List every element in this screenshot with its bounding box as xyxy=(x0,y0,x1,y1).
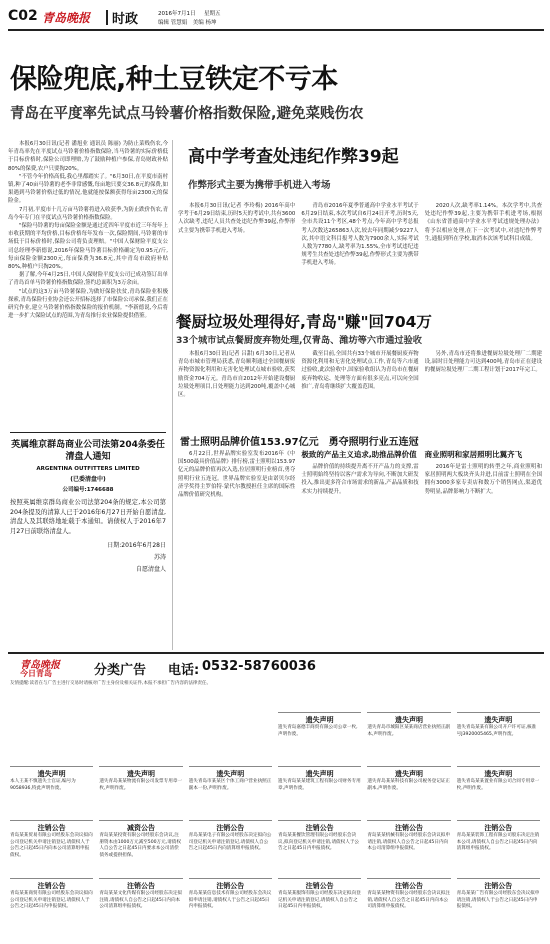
issue-weekday: 星期五 xyxy=(204,11,221,17)
classified-ad-text: 青岛某某文化传媒有限公司经股东决定拟注销,请债权人自公告之日起45日内向本公司清算组申报债权。 xyxy=(99,891,183,910)
classified-ad xyxy=(99,878,182,936)
classified-ad-title: 注销公告 xyxy=(484,882,513,890)
classified-grid xyxy=(8,712,544,940)
issue-date: 2016年7月1日 xyxy=(158,11,196,17)
section-name: 时政 xyxy=(112,12,139,27)
classified-ad-text: 遗失青岛某某置业有限公司合同专用章一枚,声明作废。 xyxy=(456,779,540,791)
liquidation-notice xyxy=(10,432,166,650)
classified-ad-title: 遗失声明 xyxy=(394,770,423,778)
exam-paragraph: 青岛市2016年夏季普通高中学业水平考试于6月29日结束,本次考试自6月24日开考,历时5天,全市共设11个考区,48个考点,今年高中学考总报考人次数达265863人次,较去年同期减少9227人次,其中语文科目报考人数为7900余人,实际考试人数为7780人,缺考率为1.55%,全市考试违纪违规考生共查处违纪作弊39起,作弊形式主要为携带手机进入考场。 xyxy=(301,203,419,267)
classified-ad-title: 注销公告 xyxy=(394,824,423,832)
classified-ad-title: 遗失声明 xyxy=(484,770,513,778)
classified-ad-text: 青岛某某信息技术有限公司经股东会决议拟申请注销,请债权人于公告之日起45日内申报债权。 xyxy=(188,891,272,910)
classified-ad-text: 青岛某某装饰工程有限公司股东决定注销本公司,请债权人自公告之日起45日内向清算组申报债权。 xyxy=(456,833,540,852)
kitchen-paragraph: 截至目前,全国共有33个城市开展餐厨废弃物资源化利用和无害化处理试点工作,青岛等六市通过验收,此次验收中,国家验收组认为青岛市在餐厨废弃物收运、处理等方面有很多亮点,可以向全国推广,青岛将继续扩大覆盖范围。 xyxy=(301,351,419,390)
lighting-body xyxy=(178,450,542,648)
classified-ad xyxy=(278,712,361,762)
classified-phone: 0532-58760036 xyxy=(202,659,316,674)
classified-ad-title: 遗失声明 xyxy=(126,770,155,778)
classified-ad-title: 注销公告 xyxy=(126,882,155,890)
classified-rule xyxy=(8,652,544,654)
exam-headline: 高中学考查处违纪作弊39起 xyxy=(188,147,399,167)
classified-ad xyxy=(367,878,450,936)
exam-body xyxy=(178,202,542,306)
kitchen-body xyxy=(178,350,542,434)
page-number: C02 xyxy=(8,8,38,24)
lead-paragraph: "保险马铃薯的每亩保险金额是通过近四年平度市近三年每年上市收获期的平均价格,目标价格每年发布一次,保险期间,马铃薯的市场低于目标价格时,保险公司将负责理赔。"中国人保财险平度支公司总经理李新德说,2016年保险马铃薯目标价格确定为0.95元/斤,每亩保险金额2300元,每亩保费为36.8元,其中青岛市政府补贴80%,种植户只掏20%。 xyxy=(8,223,168,271)
classified-ad xyxy=(367,712,450,762)
lead-headline: 保险兜底,种土豆铁定不亏本 xyxy=(10,64,338,95)
classified-ad-text: 遗失青岛市城阳区某某商店营业执照正副本,声明作废。 xyxy=(367,725,451,737)
masthead-divider xyxy=(106,10,108,25)
classified-ad-title: 遗失声明 xyxy=(216,770,245,778)
classified-ad xyxy=(367,820,450,874)
classified-ad xyxy=(367,766,450,816)
masthead-rule xyxy=(8,29,544,31)
lighting-subheading-2: 商业照明和家居照明比翼齐飞 xyxy=(424,450,523,459)
classified-ad-title: 遗失声明 xyxy=(484,716,513,724)
classified-ad-text: 本人王某不慎遗失士官证,编号为9058936,特此声明作废。 xyxy=(10,779,76,791)
notice-signer-title: 自愿清盘人 xyxy=(135,566,166,573)
classified-ad-text: 遗失青岛市某某区个体工商户营业执照正副本一份,声明作废。 xyxy=(188,779,272,791)
notice-company-en: ARGENTINA OUTFITTERS LIMITED xyxy=(36,466,140,472)
classified-ad xyxy=(457,878,540,936)
classified-ad xyxy=(457,766,540,816)
notice-signer: 苏涛 xyxy=(153,554,166,561)
classified-ad xyxy=(10,820,93,874)
classified-ad xyxy=(99,766,182,816)
classified-ad-text: 青岛某某投资有限公司经股东会决议,注册资本由1000万元减至500万元,请债权人自公告之日起45日内要求本公司清偿债务或提供担保。 xyxy=(99,833,181,858)
lead-paragraph: 据了解,今年4月25日,中国人保财险平度支公司已成功签订出单了青岛首单马铃薯价格指数保险,签约总面积为3万余亩。 xyxy=(8,272,168,287)
classified-ad-title: 遗失声明 xyxy=(305,716,334,724)
classified-ad xyxy=(278,820,361,874)
classified-ad-text: 青岛某某服饰有限公司经股东决定拟向登记机关申请注销登记,请债权人自公告之日起45日内申报债权。 xyxy=(278,891,361,910)
classified-ad-text: 青岛某某物资有限公司经股东会决议拟注销,请债权人自公告之日起45日内向本公司清算组申报债权。 xyxy=(367,891,451,910)
classified-ad xyxy=(189,820,272,874)
classified-ad-text: 青岛某某商贸有限公司经股东会决议拟向公司登记机关申请注销登记,请债权人于公告之日起45日内申报债权。 xyxy=(10,891,93,910)
classified-ad-text: 遗失青岛某某有限公司开户许可证,核准号J3920005465,声明作废。 xyxy=(456,725,537,737)
classified-ad-text: 青岛某某贸易有限公司经股东会决议拟向公司登记机关申请注销登记,请债权人于公告之日起45日内向本公司清算组申报债权。 xyxy=(10,833,93,858)
notice-body: 按照英属维京群岛商业公司法第204条的规定,本公司第204条提及的清算人已于2016年6月27日开始自愿清盘,清盘人及其联络地址载于本通知。请债权人于2016年7月27日前联络清盘人。 xyxy=(10,499,166,535)
classified-ad-title: 注销公告 xyxy=(216,824,245,832)
editor-credits: 编辑 管慧娟 美编 杨坤 xyxy=(158,20,217,26)
classified-ad-text: 遗失青岛某某建筑工程有限公司财务专用章,声明作废。 xyxy=(278,779,361,791)
classified-ad-title: 遗失声明 xyxy=(394,716,423,724)
lighting-paragraph: 6月22日,世界品牌实验室发布2016年《中国500最具价值品牌》排行榜,雷士照明以153.97亿元的品牌价值再次入选,位居照明行业榜首,勇夺照明行业五连冠。世界品牌实验室是由诺贝尔经济学奖得主罗伯特·蒙代尔教授担任主席的国际性品牌价值研究机构。 xyxy=(178,451,296,499)
lead-paragraph: "试点的这3万亩马铃薯保险,为做好保险扶贫,青岛保险业积极探索,青岛保险行业协会还公开招标选择了市保险公司承保,我们正在研究作业,建立马铃薯价格指数保险的报价机制。"李新德说,今后将进一步扩大保险试点的范围,为青岛推行农业保险提供借鉴。 xyxy=(8,288,168,320)
classified-phone-label: 电话: xyxy=(168,663,200,678)
kitchen-paragraph: 本报6月30日讯(记者 吕甜) 6月30日,记者从青岛市城市管理局获悉,青岛顺利通过全国餐厨废弃物资源化利用和无害化处理试点城市验收,获奖励资金704万元。青岛市自2012年开始建设餐厨垃圾处理项目,日处理能力达到200吨,覆盖中心城区。 xyxy=(178,351,296,399)
lead-paragraph: 7月初,平度市十几万亩马铃薯将进入收获季,为防止跌价伤农,青岛今年专门在平度试点马铃薯价格指数保险。 xyxy=(8,206,168,221)
notice-company-note: (已委清盘中) xyxy=(70,476,106,483)
lighting-paragraph: 2016年是雷士照明的转型之年,商业照明和家居照明两大板块齐头并进,目前雷士照明在全国拥有3000多家专卖店和数万个销售网点,渠道优势明显,品牌影响力不断扩大。 xyxy=(424,464,542,495)
classified-ad-title: 减资公告 xyxy=(126,824,155,832)
kitchen-headline: 餐厨垃圾处理得好,青岛"赚"回704万 xyxy=(176,313,432,331)
classified-header xyxy=(8,656,544,678)
classified-ad-title: 注销公告 xyxy=(305,824,334,832)
classified-ad xyxy=(10,766,93,816)
classified-ad-title: 注销公告 xyxy=(37,824,66,832)
classified-ad-title: 注销公告 xyxy=(484,824,513,832)
classified-ad-title: 注销公告 xyxy=(394,882,423,890)
classified-title: 分类广告 xyxy=(94,663,147,678)
classified-ad xyxy=(278,766,361,816)
classified-ad xyxy=(457,712,540,762)
classified-ad-title: 遗失声明 xyxy=(305,770,334,778)
classified-logo: 青岛晚报 xyxy=(20,660,60,671)
column-divider xyxy=(172,140,173,650)
classified-ad xyxy=(278,878,361,936)
exam-paragraph: 本报6月30日讯(记者 李玲梅) 2016年高中学考于6月29日结束,历时5天的考试中,共有3600人次缺考,违纪人员共查处违纪作弊39起,作弊形式主要为携带手机进入考场。 xyxy=(178,203,296,234)
classified-ad-text: 青岛某某机械有限公司经股东会决议拟申请注销,请债权人自公告之日起45日内向本公司清算组申报债权。 xyxy=(367,833,451,852)
classified-ad-title: 注销公告 xyxy=(37,882,66,890)
classified-ad-text: 青岛某某电子有限公司经股东决定拟向公司登记机关申请注销登记,请债权人自公告之日起45日内向清算组申报债权。 xyxy=(188,833,272,852)
kitchen-subheadline: 33个城市试点餐厨废弃物处理,仅青岛、潍坊等六市通过验收 xyxy=(176,335,422,346)
lighting-headline: 雷士照明品牌价值153.97亿元 勇夺照明行业五连冠 xyxy=(180,437,419,448)
classified-ad-text: 遗失青岛某某科技有限公司税务登记证正副本,声明作废。 xyxy=(367,779,451,791)
classified-disclaimer: 友情提醒:读者在与广告主进行交易时请核对广告主身份及相关证件,本报不承担广告内容的法律责任。 xyxy=(10,681,211,686)
classified-ad-title: 遗失声明 xyxy=(37,770,66,778)
lead-paragraph: 本报6月30日讯(记者 潘旭业 通讯员 陈丽) 为防止菜贱伤农,今年青岛率先在平度试点马铃薯价格指数保险,当马铃薯的实际价格低于目标价格时,保险公司即理赔,为了鼓励种植户参保,青岛财政补贴80%的保费,农户只要掏20%。 xyxy=(8,141,168,172)
lighting-subheading: 极致的产品主义追求,助推品牌价值 xyxy=(301,450,417,459)
masthead xyxy=(8,6,544,28)
classified-ad-text: 青岛某某餐饮管理有限公司经股东会决议,拟向登记机关申请注销,请债权人于公告之日起45日内申报债权。 xyxy=(278,833,360,852)
classified-today: 今日青岛 xyxy=(20,669,52,678)
paper-logo: 青岛晚报 xyxy=(42,11,91,25)
lighting-paragraph: 品牌价值的持续提升离不开产品力的支撑,雷士照明始终坚持以客户需求为导向,不断加大研发投入,推出更多符合市场需求的新品,产品品质和技术实力持续提升。 xyxy=(301,464,419,495)
classified-ad-text: 遗失青岛某某物流有限公司发票专用章一枚,声明作废。 xyxy=(99,779,183,791)
notice-title: 英属维京群岛商业公司法第204条委任清盘人通知 xyxy=(11,440,165,462)
classified-ad xyxy=(10,878,93,936)
classified-ad-title: 注销公告 xyxy=(305,882,334,890)
classified-ad-title: 注销公告 xyxy=(216,882,245,890)
classified-ad xyxy=(189,878,272,936)
classified-ad xyxy=(189,766,272,816)
notice-date: 日期:2016年6月28日 xyxy=(107,542,166,549)
classified-ad-text: 遗失青岛嘉德丰商贸有限公司公章一枚,声明作废。 xyxy=(278,725,358,737)
exam-subheadline: 作弊形式主要为携带手机进入考场 xyxy=(188,180,331,191)
lead-paragraph: "不管今年价格高低,我心里都踏实了。"6月30日,在平度市南村镇,种了40亩马铃薯的老李非常感慨,每亩地只要交36.8元的保费,如果遇到马铃薯价格过低的情况,他就能按保额获得每亩2300元的保险金。 xyxy=(8,173,168,205)
classified-ad xyxy=(457,820,540,874)
classified-ad xyxy=(99,820,182,874)
kitchen-paragraph: 另外,青岛市还将推进餐厨垃圾处理厂二期建设,届时日处理能力可达到400吨,青岛市正在建设的餐厨垃圾处理厂二期工程计划于2017年完工。 xyxy=(424,351,542,374)
lead-body xyxy=(8,140,168,430)
exam-paragraph: 2020人次,缺考率1.14%。本次学考中,共查处违纪作弊39起,主要为携带手机进考场,根据《山东省普通高中学业水平考试违规处理办法》将予以相应处理,在下一次考试中,对违纪作弊考生,通报到所在学校,取消本次该考试科目成绩。 xyxy=(424,203,542,242)
classified-ad-text: 青岛某某广告有限公司经股东会决议拟申请注销,请债权人于公告之日起45日内申报债权。 xyxy=(456,891,540,910)
notice-company-no: 公司编号:1746688 xyxy=(62,487,114,493)
lead-subheadline: 青岛在平度率先试点马铃薯价格指数保险,避免菜贱伤农 xyxy=(10,106,364,122)
